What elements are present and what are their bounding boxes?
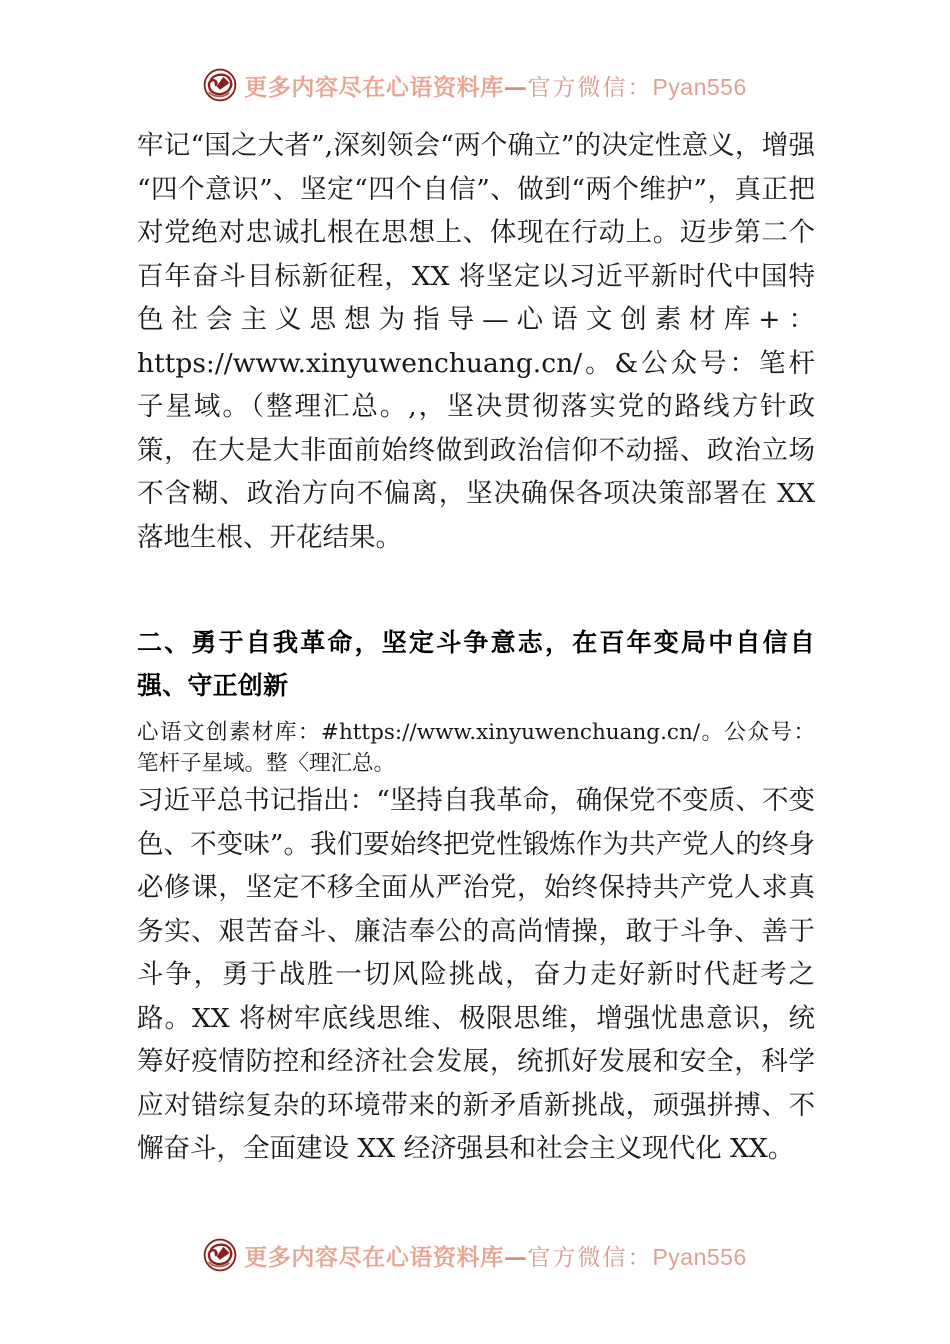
footer-watermark xyxy=(0,1238,950,1272)
watermark-label: 官方微信： xyxy=(527,74,653,101)
watermark-dash: — xyxy=(503,73,528,101)
watermark-dash: — xyxy=(503,1243,528,1271)
watermark-account-id: Pyan556 xyxy=(652,1243,747,1270)
header-watermark-text xyxy=(244,69,747,102)
watermark-label: 官方微信： xyxy=(527,1244,653,1271)
paragraph-one: 牢记“国之大者”,深刻领会“两个确立”的决定性意义，增强“四个意识”、坚定“四个自信”、做到“两个维护”，真正把对党绝对忠诚扎根在思想上、体现在行动上。迈步第二个百年奋斗目标新征程，XX 将坚定以习近平新时代中国特色社会主义思想为指导—心语文创素材库+：https://www.xinyuwenchuang.cn/。&公众号：笔杆子星域。（整理汇总。,，坚决贯彻落实党的路线方针政策，在大是大非面前始终做到政治信仰不动摇、政治立场不含糊、政治方向不偏离，坚决确保各项决策部署在 XX 落地生根、开花结果。 xyxy=(137,130,815,553)
circular-swirl-logo-icon xyxy=(203,68,237,102)
document-content xyxy=(137,124,815,1171)
section-heading-wrapper xyxy=(137,621,815,707)
circular-swirl-logo-icon xyxy=(203,1238,237,1272)
watermark-account-id: Pyan556 xyxy=(652,73,747,100)
paragraph-two: 习近平总书记指出：“坚持自我革命，确保党不变质、不变色、不变味”。我们要始终把党性锻炼作为共产党人的终身必修课，坚定不移全面从严治党，始终保持共产党人求真务实、艰苦奋斗、廉洁奉公的高尚情操，敢于斗争、善于斗争，勇于战胜一切风险挑战，奋力走好新时代赶考之路。XX 将树牢底线思维、极限思维，增强忧患意识，统筹好疫情防控和经济社会发展，统抓好发展和安全，科学应对错综复杂的环境带来的新矛盾新挑战，顽强拼搏、不懈奋斗，全面建设 XX 经济强县和社会主义现代化 XX。 xyxy=(137,785,815,1164)
watermark-main-text: 更多内容尽在心语资料库 xyxy=(244,73,504,101)
footer-watermark-text xyxy=(244,1239,747,1272)
section-heading-two: 二、勇于自我革命，坚定斗争意志，在百年变局中自信自强、守正创新 xyxy=(137,628,815,700)
watermark-main-text: 更多内容尽在心语资料库 xyxy=(244,1243,504,1271)
source-credit-line: 心语文创素材库：#https://www.xinyuwenchuang.cn/。公众号：笔杆子星域。整〈理汇总。 xyxy=(137,720,815,776)
header-watermark xyxy=(0,68,950,102)
